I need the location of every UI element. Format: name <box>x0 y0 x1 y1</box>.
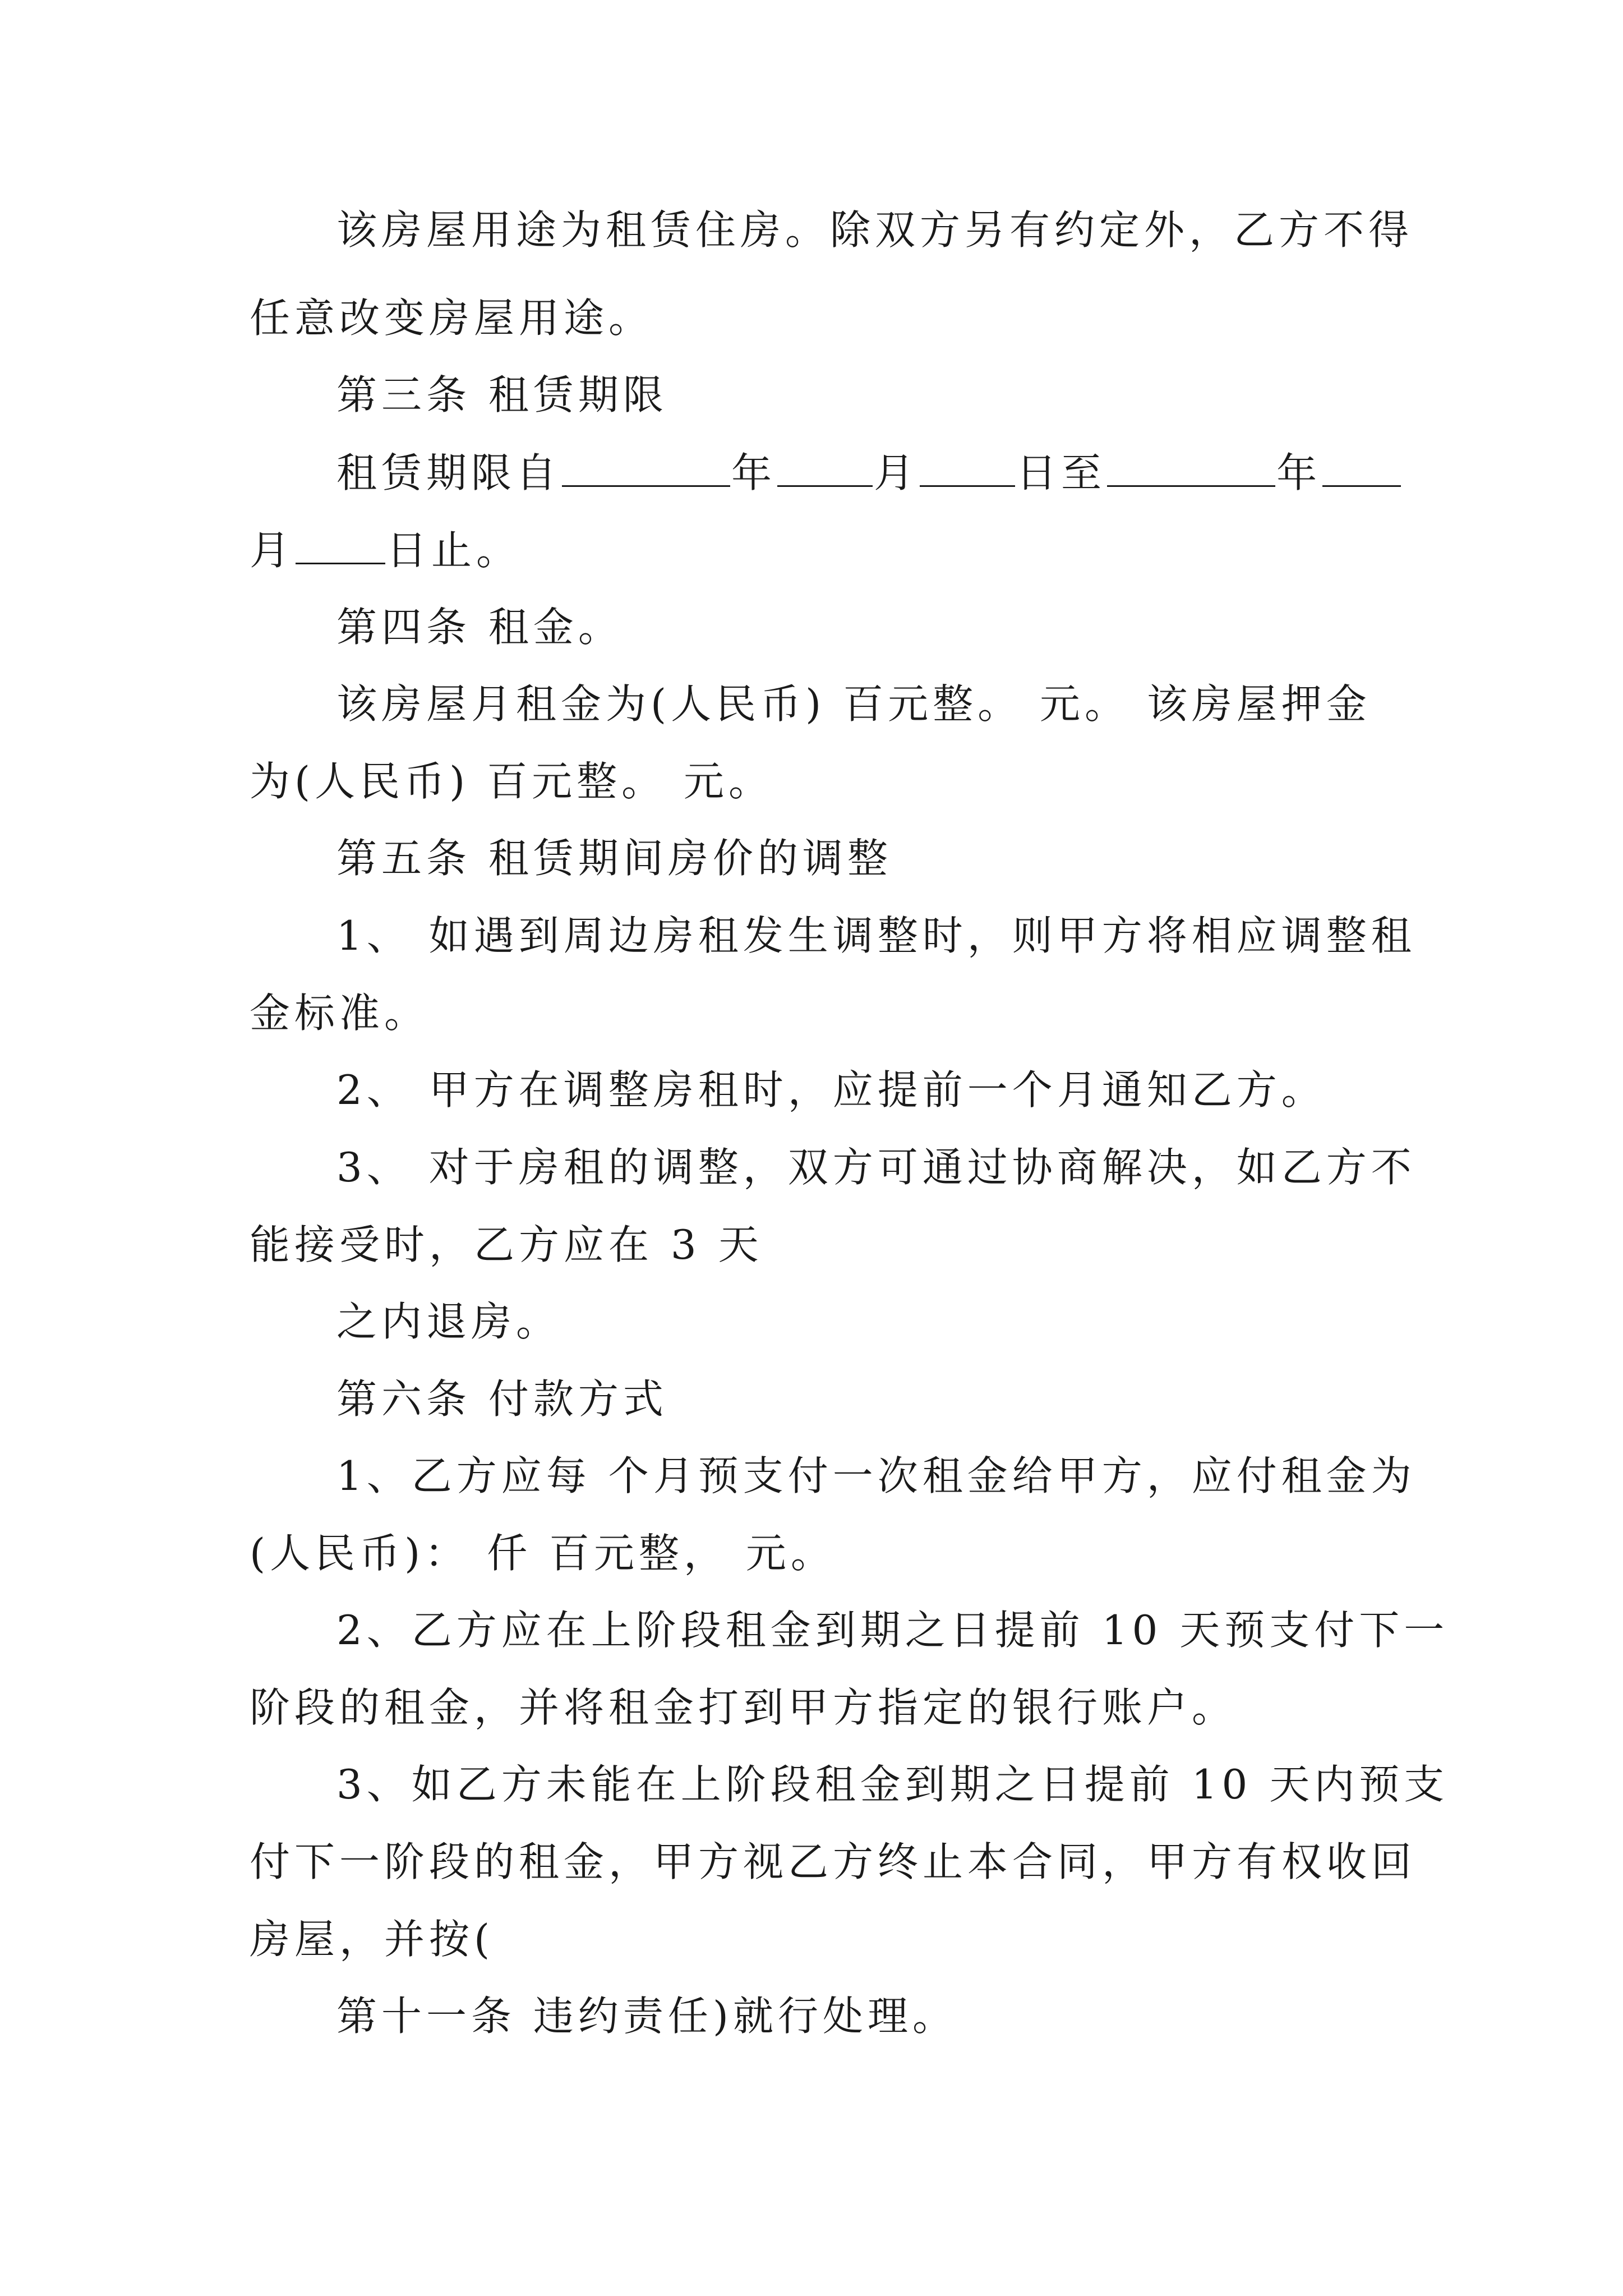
lease-term-end: 日止。 <box>386 527 522 574</box>
heading-article-6: 第六条 付款方式 <box>336 1375 668 1423</box>
clause-6-2-line-2: 阶段的租金，并将租金打到甲方指定的银行账户。 <box>250 1684 1237 1731</box>
lease-term-month-1: 月 <box>874 449 919 496</box>
lease-term-day-to: 日至 <box>1016 449 1106 496</box>
paragraph-usage-line-2: 任意改变房屋用途。 <box>250 295 654 342</box>
blank-start-month <box>777 449 873 487</box>
heading-article-5: 第五条 租赁期间房价的调整 <box>336 835 892 882</box>
clause-6-1-line-1: 1、乙方应每 个月预支付一次租金给甲方，应付租金为 <box>336 1452 1416 1499</box>
clause-6-3-line-2: 付下一阶段的租金，甲方视乙方终止本合同，甲方有权收回 <box>250 1838 1417 1885</box>
clause-6-2-line-1: 2、乙方应在上阶段租金到期之日提前 10 天预支付下一 <box>336 1607 1449 1654</box>
paragraph-rent-line-2: 为(人民币) 百元整。 元。 <box>250 758 773 805</box>
lease-term-year-2: 年 <box>1276 449 1322 496</box>
clause-6-3-line-4: 第十一条 违约责任)就行处理。 <box>336 1993 957 2040</box>
blank-start-day <box>920 449 1015 487</box>
heading-article-4: 第四条 租金。 <box>336 604 623 651</box>
paragraph-lease-term-line-1 <box>336 445 1402 501</box>
clause-5-3-line-2: 能接受时，乙方应在 3 天 <box>250 1221 763 1268</box>
paragraph-rent-line-1: 该房屋月租金为(人民币) 百元整。 元。 该房屋押金 <box>336 680 1371 728</box>
clause-5-2: 2、 甲方在调整房租时，应提前一个月通知乙方。 <box>336 1066 1326 1114</box>
clause-5-3-line-1: 3、 对于房租的调整，双方可通过协商解决，如乙方不 <box>336 1144 1416 1191</box>
blank-end-day <box>296 527 385 564</box>
clause-5-3-line-3: 之内退房。 <box>336 1298 561 1345</box>
clause-6-3-line-1: 3、如乙方未能在上阶段租金到期之日提前 10 天内预支 <box>336 1761 1449 1808</box>
clause-5-1-line-2: 金标准。 <box>250 990 430 1037</box>
lease-term-month-2: 月 <box>250 527 295 574</box>
clause-5-1-line-1: 1、 如遇到周边房租发生调整时，则甲方将相应调整租 <box>336 912 1416 959</box>
clause-6-3-line-3: 房屋，并按( <box>250 1916 495 1963</box>
lease-term-prefix: 租赁期限自 <box>336 449 561 496</box>
blank-end-month <box>1322 449 1401 487</box>
paragraph-lease-term-line-2 <box>250 522 521 578</box>
clause-6-1-line-2: (人民币)： 仟 百元整， 元。 <box>250 1530 836 1577</box>
blank-end-year <box>1107 449 1275 487</box>
blank-start-year <box>562 449 730 487</box>
lease-term-year-1: 年 <box>731 449 777 496</box>
paragraph-usage-line-1: 该房屋用途为租赁住房。除双方另有约定外，乙方不得 <box>336 206 1414 254</box>
heading-article-3: 第三条 租赁期限 <box>336 371 668 418</box>
